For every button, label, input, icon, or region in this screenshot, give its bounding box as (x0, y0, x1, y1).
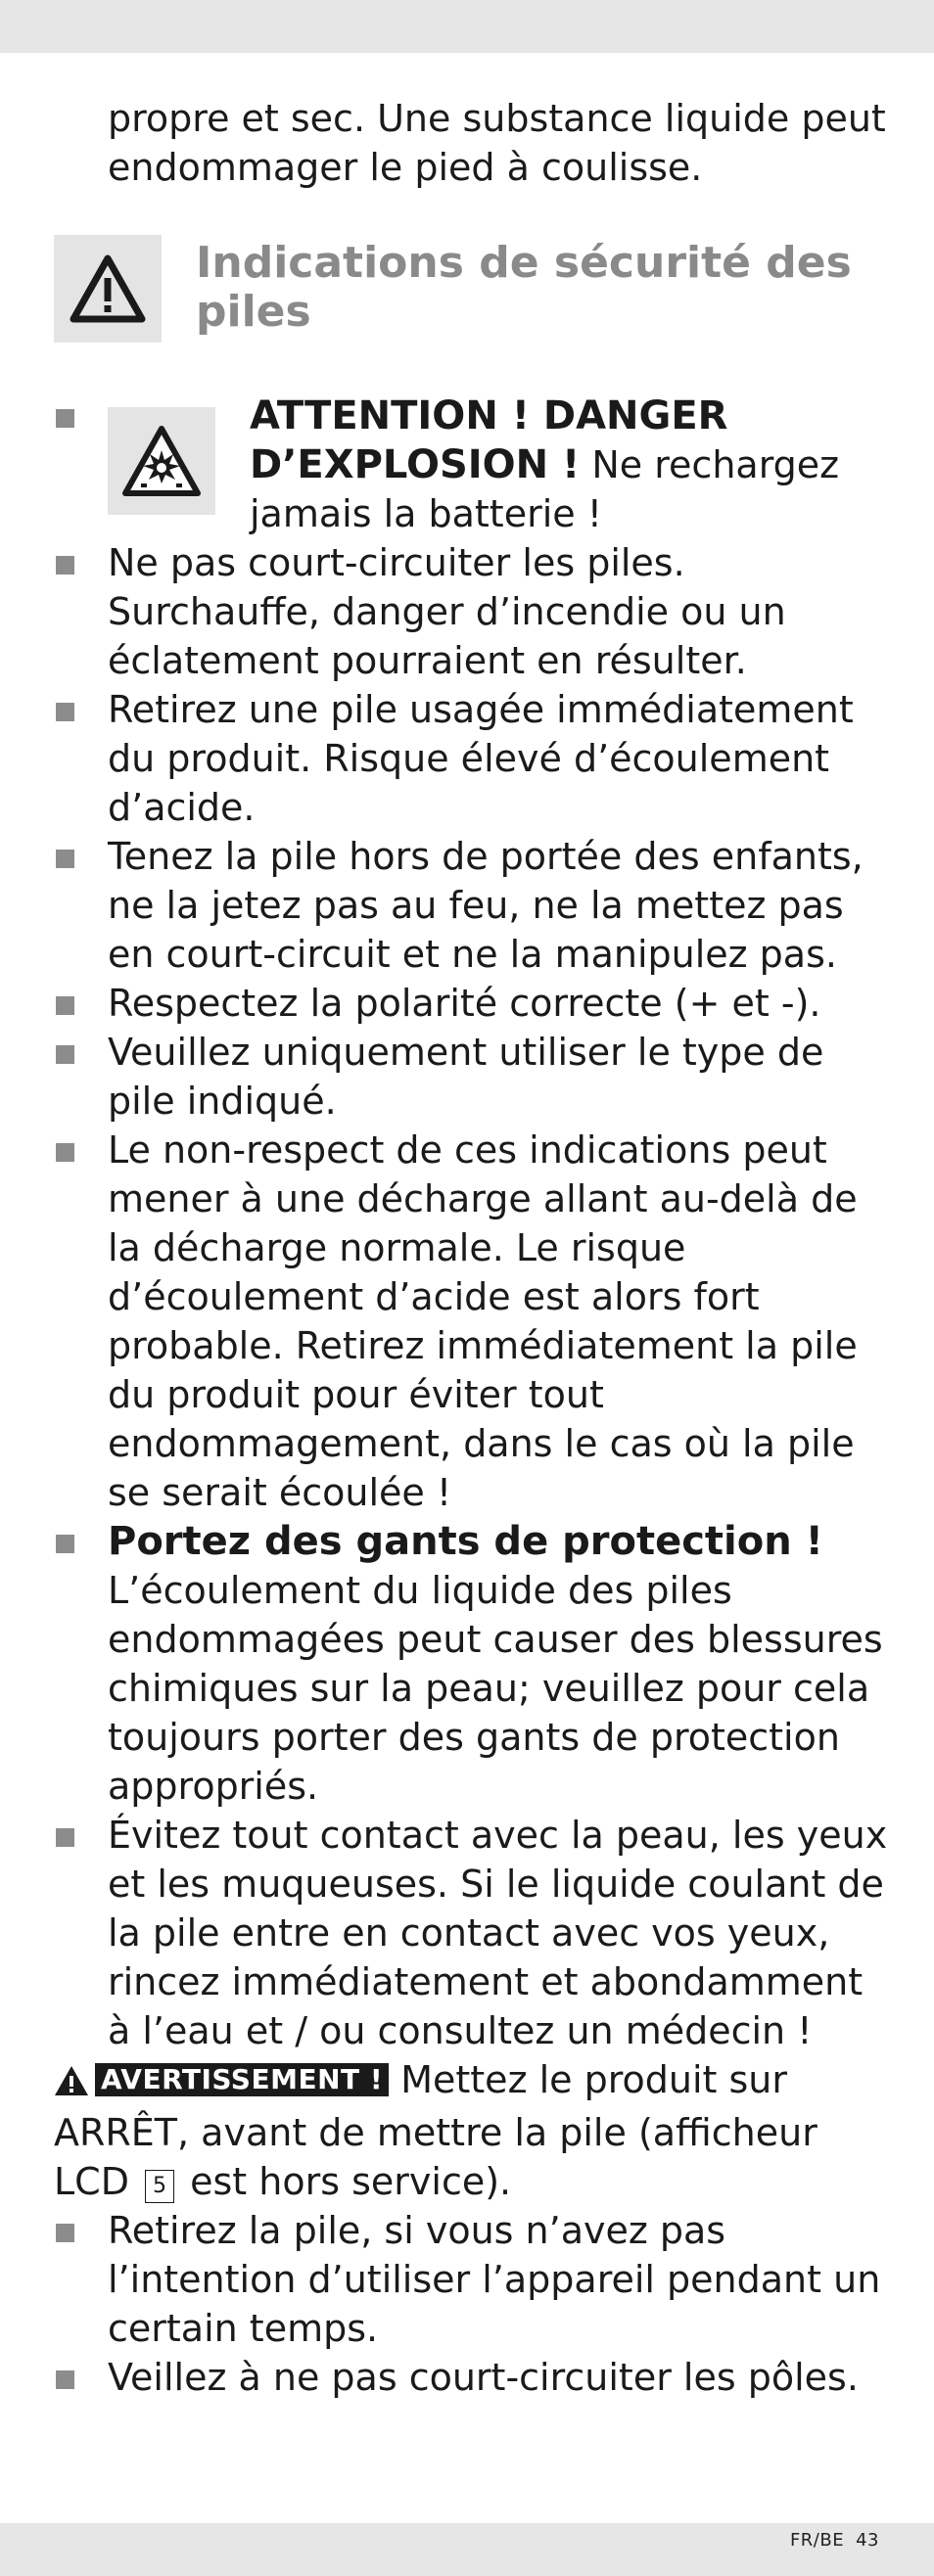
gloves-heading: Portez des gants de protection ! (108, 1519, 823, 1564)
footer-lang: FR/BE (789, 2530, 845, 2551)
warning-label: AVERTISSEMENT ! (95, 2063, 389, 2096)
list-item: Le non-respect de ces indications peut mener à une décharge allant au-delà de la décharge normale. Le risque d’écoulement d’acide est alors fort probable. Retirez immédiatement la pile du produit pour éviter tout endommagement, dans le cas où la pile se serait écoulée ! (54, 1126, 888, 1517)
section-header (54, 235, 888, 343)
page-content (54, 94, 888, 2402)
gloves-item (54, 1517, 888, 1811)
intro-paragraph: propre et sec. Une substance liquide peut endommager le pied à coulisse. (108, 97, 886, 189)
page-number: 43 (856, 2530, 879, 2551)
list-item: Veuillez uniquement utiliser le type de pile indiqué. (54, 1028, 888, 1126)
explosion-text (250, 391, 888, 538)
explosion-heading: ATTENTION ! DANGER D’EXPLOSION ! (250, 393, 728, 487)
explosion-body: Ne rechargez jamais la batterie ! (250, 443, 840, 535)
list-item: Ne pas court-circuiter les piles. Surchauffe, danger d’incendie ou un éclatement pourraient en résulter. (54, 538, 888, 685)
top-band (0, 0, 934, 53)
list-item: Respectez la polarité correcte (+ et -). (54, 979, 888, 1028)
warning-text-before: Mettez le produit sur ARRÊT, avant de mettre la pile (afficheur LCD (54, 2058, 817, 2203)
list-item: Retirez une pile usagée immédiatement du produit. Risque élevé d’écoulement d’acide. (54, 685, 888, 832)
explosion-icon (108, 407, 215, 515)
list-item: Retirez la pile, si vous n’avez pas l’intention d’utiliser l’appareil pendant un certain temps. (54, 2206, 888, 2353)
page-footer (778, 2530, 879, 2551)
list-item: Veillez à ne pas court-circuiter les pôles. (54, 2353, 888, 2402)
section-title: Indications de sécurité des piles (196, 238, 852, 337)
contact-item: Évitez tout contact avec la peau, les yeux et les muqueuses. Si le liquide coulant de la pile entre en contact avec vos yeux, rincez immédiatement et abondamment à l’eau et / ou consultez un médecin ! (54, 1811, 888, 2055)
warning-triangle-small-icon (54, 2059, 89, 2108)
list-item: Tenez la pile hors de portée des enfants, ne la jetez pas au feu, ne la mettez pas en court-circuit et ne la manipulez pas. (54, 832, 888, 979)
warning-text-after: est hors service). (178, 2160, 512, 2203)
warning-paragraph (54, 2055, 888, 2206)
reference-number: 5 (145, 2170, 174, 2203)
explosion-warning-item (54, 391, 888, 538)
warning-triangle-icon (54, 235, 162, 343)
gloves-body: L’écoulement du liquide des piles endommagées peut causer des blessures chimiques sur la peau; veuillez pour cela toujours porter des gants de protection appropriés. (108, 1569, 883, 1808)
